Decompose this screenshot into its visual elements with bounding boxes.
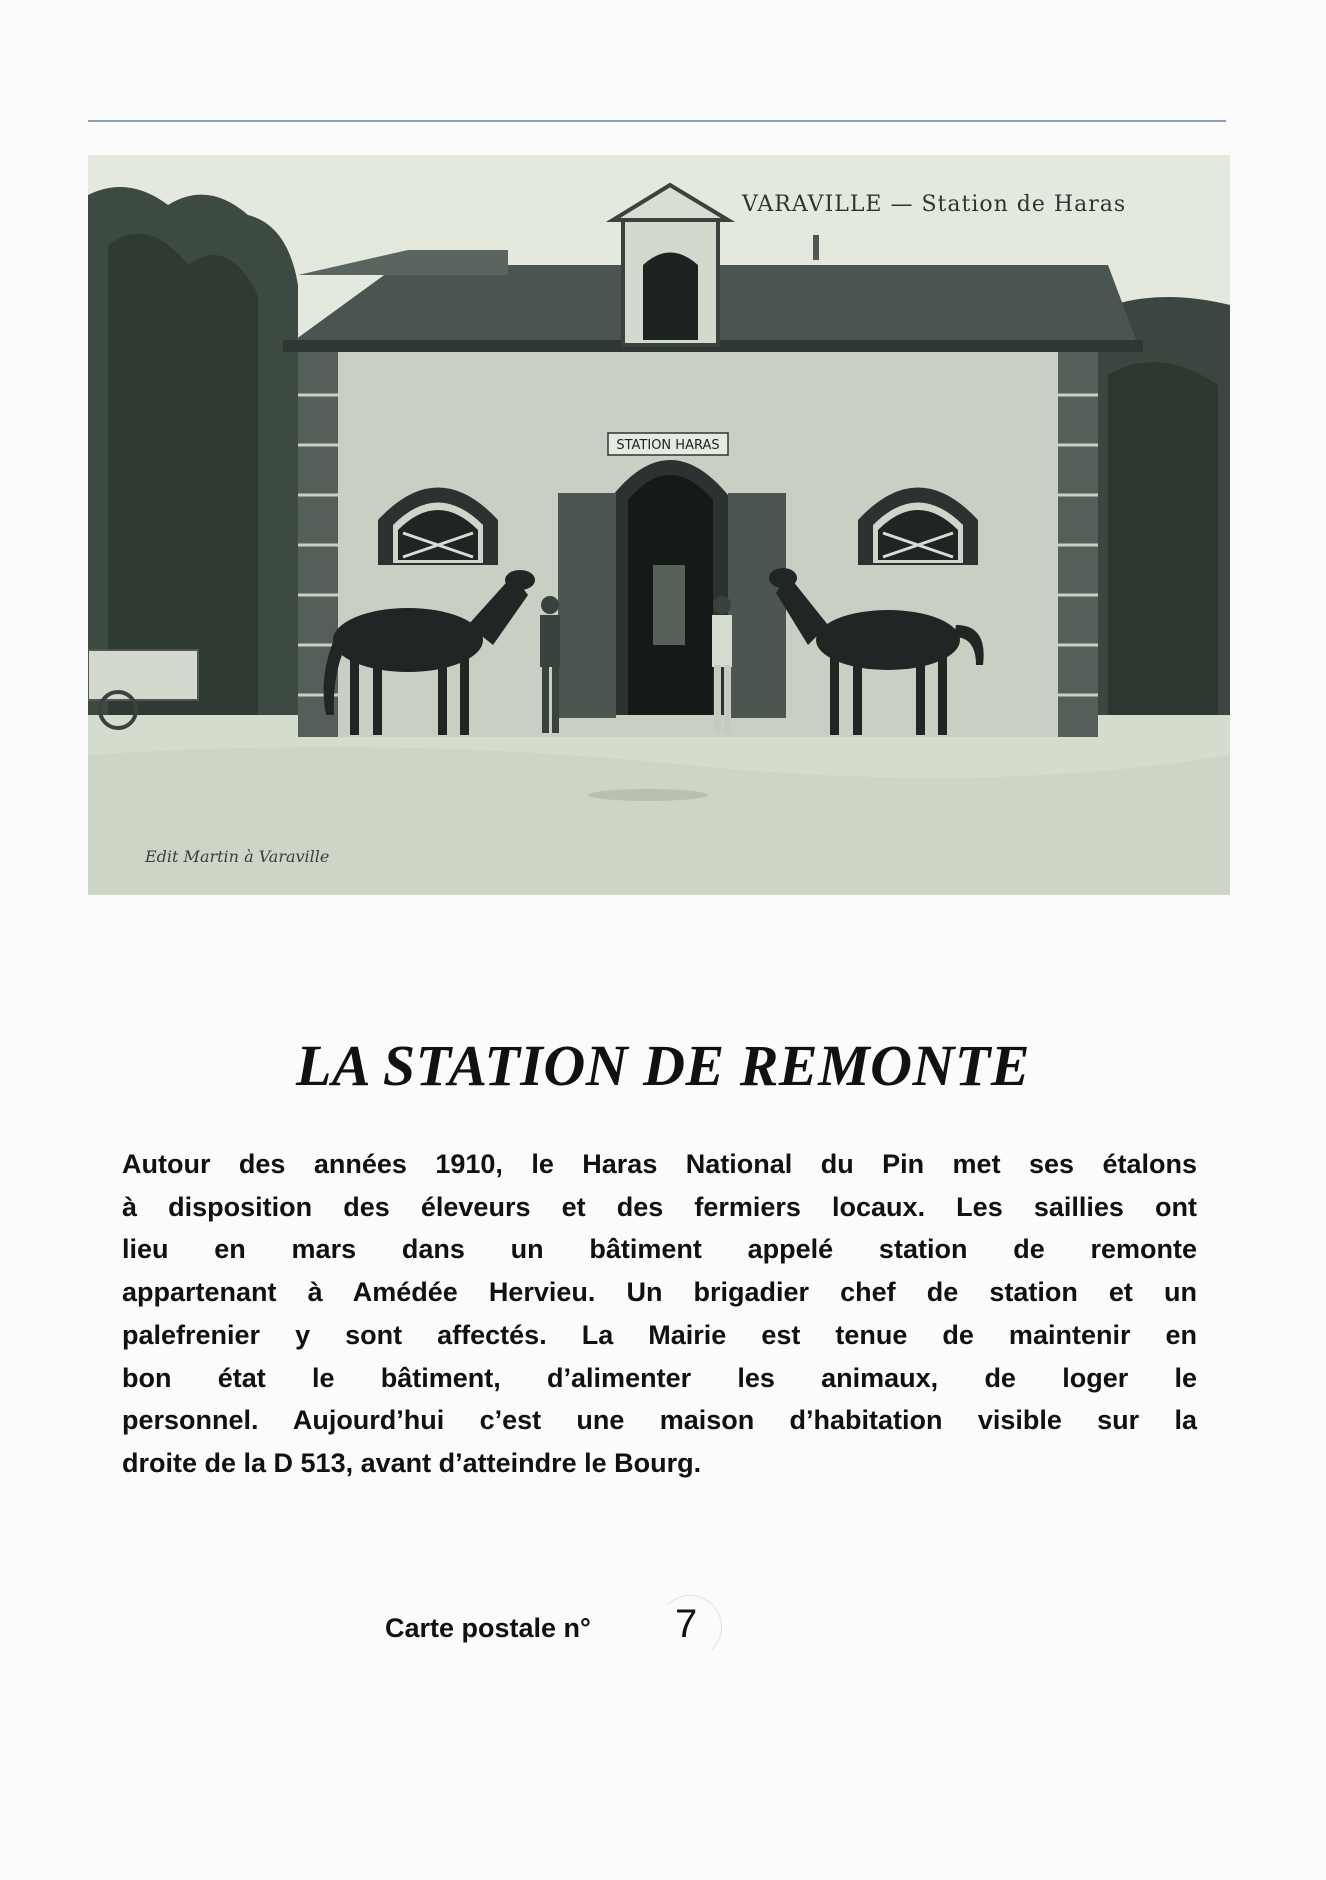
body-line: bon état le bâtiment, d’alimenter les animaux, de loger le xyxy=(122,1362,1197,1393)
postcard-publisher-caption: Edit Martin à Varaville xyxy=(145,847,330,866)
postcard-photo xyxy=(88,155,1230,895)
top-rule xyxy=(88,120,1226,122)
body-line: lieu en mars dans un bâtiment appelé station de remonte xyxy=(122,1234,1197,1265)
body-line: droite de la D 513, avant d’atteindre le Bourg. xyxy=(122,1447,702,1478)
postcard-number-label: Carte postale n° xyxy=(385,1613,591,1643)
body-line: personnel. Aujourd’hui c’est une maison d’habitation visible sur la xyxy=(122,1405,1197,1436)
article-body xyxy=(122,1143,1197,1485)
body-line: Autour des années 1910, le Haras National du Pin met ses étalons xyxy=(122,1149,1197,1179)
postcard-caption-top: VARAVILLE — Station de Haras xyxy=(742,192,1127,217)
body-line: à disposition des éleveurs et des fermiers locaux. Les saillies ont xyxy=(122,1191,1197,1222)
body-line: appartenant à Amédée Hervieu. Un brigadier chef de station et un xyxy=(122,1277,1197,1308)
page-title: LA STATION DE REMONTE xyxy=(295,1033,1031,1098)
postcard-illustration xyxy=(88,155,1230,895)
body-line: palefrenier y sont affectés. La Mairie est tenue de maintenir en xyxy=(122,1319,1197,1350)
postcard-number: 7 xyxy=(675,1602,698,1646)
station-sign: STATION HARAS xyxy=(616,438,720,453)
